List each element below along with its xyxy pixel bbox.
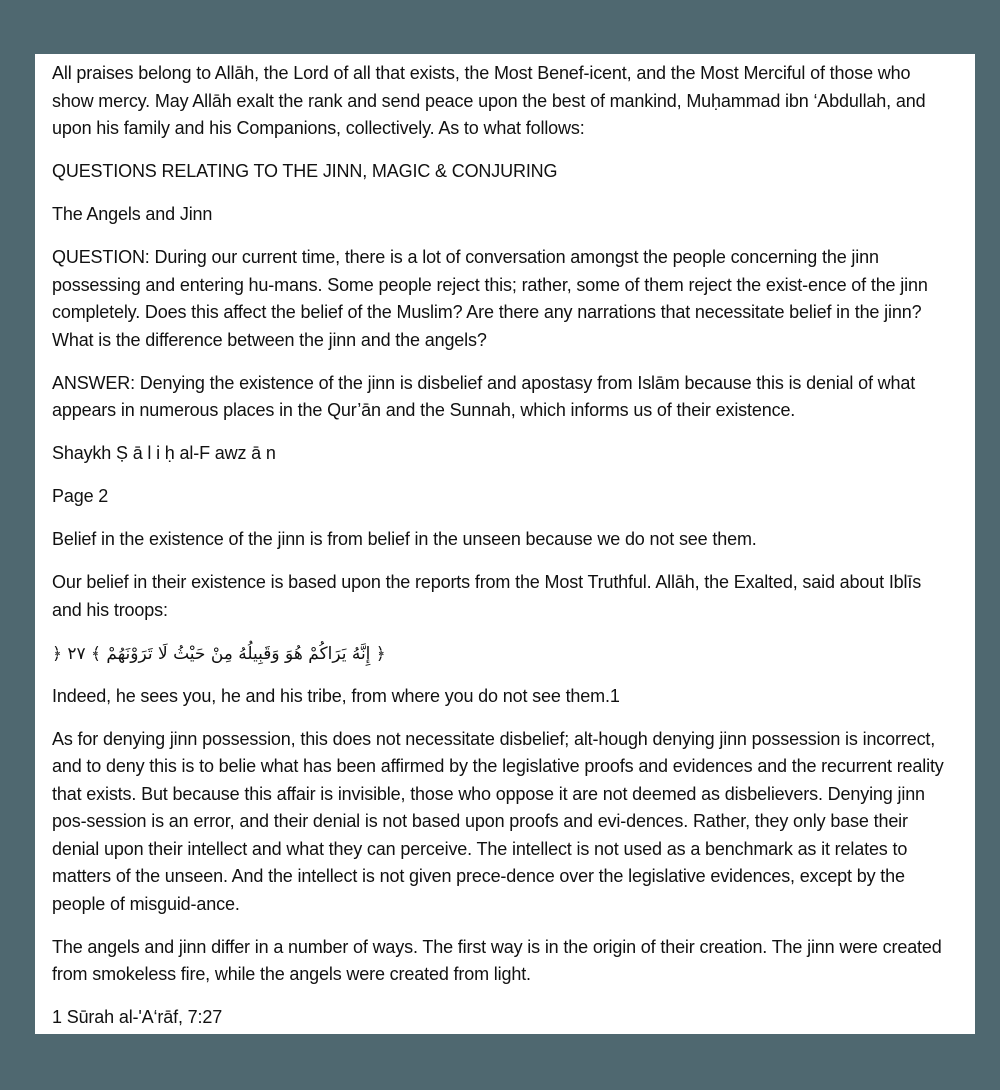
possession-paragraph: As for denying jinn possession, this does not necessitate disbelief; alt-hough denying jinn possession is incorrect, and to deny this is to belie what has been affirmed by the legislative proofs and evidences and the recurrent reality that exists. But because this affair is invisible, those who oppose it are not deemed as disbelievers. Denying jinn pos-session is an error, and their denial is not based upon proofs and evi-dences. Rather, they only base their denial upon their intellect and what they can perceive. The intellect is not used as a benchmark as it relates to matters of the unseen. And the intellect is not given prece-dence over the legislative evidences, except by the people of misguid-ance. xyxy=(52,728,944,914)
author-name: Shaykh Ṣ ā l i ḥ al-F awz ā n xyxy=(52,443,276,463)
document-page xyxy=(35,54,975,1034)
arabic-verse: ﴿ إِنَّهُ يَرَاكُمْ هُوَ وَقَبِيلُهُ مِنْ حَيْثُ لَا تَرَوْنَهُمْ ﴾ ٢٧ ﴿ xyxy=(52,643,386,664)
belief-unseen-paragraph: Belief in the existence of the jinn is from belief in the unseen because we do not see them. xyxy=(52,529,757,549)
page-label: Page 2 xyxy=(52,486,109,506)
differences-paragraph: The angels and jinn differ in a number of ways. The first way is in the origin of their creation. The jinn were created from smokeless fire, while the angels were created from light. xyxy=(52,936,942,984)
footnote: 1 Sūrah al-'A‘rāf, 7:27 xyxy=(52,1007,223,1027)
subheading: The Angels and Jinn xyxy=(52,204,213,224)
intro-paragraph: All praises belong to Allāh, the Lord of all that exists, the Most Benef-icent, and the Most Merciful of those who show mercy. May Allāh exalt the rank and send peace upon the best of mankind, Muḥammad ibn ‘Abdullah, and upon his family and his Companions, collectively. As to what follows: xyxy=(52,63,926,138)
answer-paragraph: ANSWER: Denying the existence of the jinn is disbelief and apostasy from Islām because this is denial of what appears in numerous places in the Qur’ān and the Sunnah, which informs us of their existence. xyxy=(52,372,916,420)
belief-reports-paragraph: Our belief in their existence is based upon the reports from the Most Truthful. Allāh, the Exalted, said about Iblīs and his troops: xyxy=(52,572,922,620)
verse-translation: Indeed, he sees you, he and his tribe, from where you do not see them.1 xyxy=(52,685,620,706)
question-paragraph: QUESTION: During our current time, there is a lot of conversation amongst the people concerning the jinn possessing and entering hu-mans. Some people reject this; rather, some of them reject the exist-ence of the jinn completely. Does this affect the belief of the Muslim? Are there any narrations that necessitate belief in the jinn? What is the difference between the jinn and the angels? xyxy=(52,247,928,350)
section-heading: QUESTIONS RELATING TO THE JINN, MAGIC & CONJURING xyxy=(52,161,558,181)
